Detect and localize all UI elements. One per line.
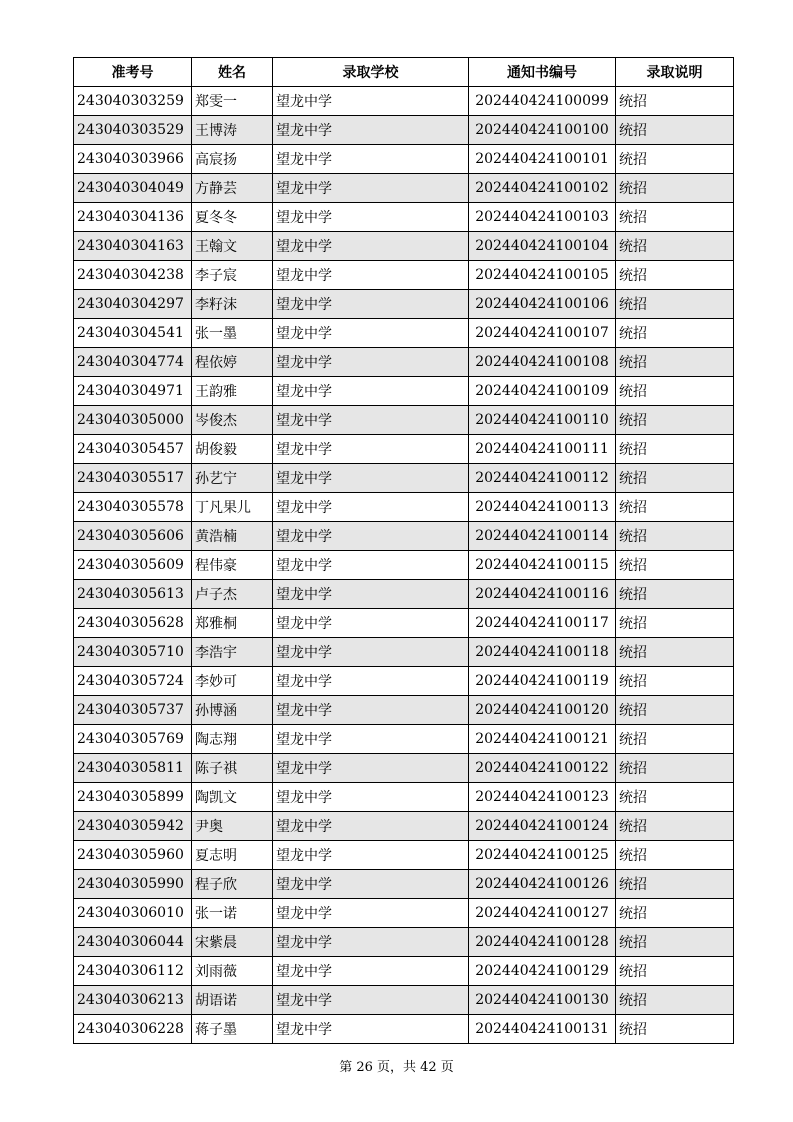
table-row xyxy=(74,87,734,116)
cell-note: 统招 xyxy=(616,725,734,754)
cell-school: 望龙中学 xyxy=(273,783,469,812)
cell-note: 统招 xyxy=(616,261,734,290)
cell-school: 望龙中学 xyxy=(273,377,469,406)
cell-name: 胡语诺 xyxy=(192,986,273,1015)
cell-name: 李妙可 xyxy=(192,667,273,696)
table-row xyxy=(74,116,734,145)
cell-name: 张一诺 xyxy=(192,899,273,928)
cell-exam-no: 243040305737 xyxy=(74,696,192,725)
cell-note: 统招 xyxy=(616,783,734,812)
cell-school: 望龙中学 xyxy=(273,725,469,754)
cell-notice-no: 202440424100108 xyxy=(469,348,616,377)
cell-notice-no: 202440424100119 xyxy=(469,667,616,696)
cell-name: 程依婷 xyxy=(192,348,273,377)
cell-exam-no: 243040305811 xyxy=(74,754,192,783)
header-exam-no: 准考号 xyxy=(74,58,192,87)
cell-name: 方静芸 xyxy=(192,174,273,203)
cell-notice-no: 202440424100109 xyxy=(469,377,616,406)
table-row xyxy=(74,783,734,812)
cell-name: 王韵雅 xyxy=(192,377,273,406)
cell-note: 统招 xyxy=(616,609,734,638)
cell-note: 统招 xyxy=(616,145,734,174)
cell-notice-no: 202440424100101 xyxy=(469,145,616,174)
cell-name: 程子欣 xyxy=(192,870,273,899)
cell-exam-no: 243040305609 xyxy=(74,551,192,580)
cell-exam-no: 243040305942 xyxy=(74,812,192,841)
cell-name: 陶志翔 xyxy=(192,725,273,754)
cell-school: 望龙中学 xyxy=(273,609,469,638)
cell-name: 王翰文 xyxy=(192,232,273,261)
cell-school: 望龙中学 xyxy=(273,435,469,464)
cell-exam-no: 243040304136 xyxy=(74,203,192,232)
cell-name: 孙博涵 xyxy=(192,696,273,725)
cell-notice-no: 202440424100117 xyxy=(469,609,616,638)
cell-notice-no: 202440424100116 xyxy=(469,580,616,609)
cell-exam-no: 243040305960 xyxy=(74,841,192,870)
cell-name: 黄浩楠 xyxy=(192,522,273,551)
cell-school: 望龙中学 xyxy=(273,493,469,522)
table-row xyxy=(74,957,734,986)
cell-school: 望龙中学 xyxy=(273,899,469,928)
table-row xyxy=(74,1015,734,1044)
cell-note: 统招 xyxy=(616,87,734,116)
cell-note: 统招 xyxy=(616,957,734,986)
cell-exam-no: 243040305000 xyxy=(74,406,192,435)
cell-school: 望龙中学 xyxy=(273,986,469,1015)
cell-notice-no: 202440424100127 xyxy=(469,899,616,928)
cell-notice-no: 202440424100121 xyxy=(469,725,616,754)
cell-notice-no: 202440424100124 xyxy=(469,812,616,841)
cell-school: 望龙中学 xyxy=(273,696,469,725)
cell-note: 统招 xyxy=(616,464,734,493)
cell-exam-no: 243040305769 xyxy=(74,725,192,754)
cell-notice-no: 202440424100100 xyxy=(469,116,616,145)
cell-notice-no: 202440424100128 xyxy=(469,928,616,957)
cell-notice-no: 202440424100129 xyxy=(469,957,616,986)
cell-school: 望龙中学 xyxy=(273,290,469,319)
cell-school: 望龙中学 xyxy=(273,638,469,667)
table-row xyxy=(74,986,734,1015)
cell-name: 李子宸 xyxy=(192,261,273,290)
cell-school: 望龙中学 xyxy=(273,116,469,145)
cell-notice-no: 202440424100115 xyxy=(469,551,616,580)
cell-note: 统招 xyxy=(616,870,734,899)
table-row xyxy=(74,203,734,232)
cell-exam-no: 243040305606 xyxy=(74,522,192,551)
cell-school: 望龙中学 xyxy=(273,1015,469,1044)
cell-exam-no: 243040304774 xyxy=(74,348,192,377)
cell-notice-no: 202440424100110 xyxy=(469,406,616,435)
cell-name: 蒋子墨 xyxy=(192,1015,273,1044)
cell-exam-no: 243040303966 xyxy=(74,145,192,174)
table-row xyxy=(74,464,734,493)
header-school: 录取学校 xyxy=(273,58,469,87)
table-row xyxy=(74,406,734,435)
cell-note: 统招 xyxy=(616,986,734,1015)
cell-note: 统招 xyxy=(616,232,734,261)
cell-name: 夏冬冬 xyxy=(192,203,273,232)
cell-note: 统招 xyxy=(616,812,734,841)
cell-school: 望龙中学 xyxy=(273,841,469,870)
cell-note: 统招 xyxy=(616,551,734,580)
table-row xyxy=(74,319,734,348)
cell-school: 望龙中学 xyxy=(273,551,469,580)
cell-exam-no: 243040305990 xyxy=(74,870,192,899)
cell-name: 陈子祺 xyxy=(192,754,273,783)
cell-exam-no: 243040305613 xyxy=(74,580,192,609)
table-row xyxy=(74,870,734,899)
cell-school: 望龙中学 xyxy=(273,812,469,841)
cell-name: 李籽沫 xyxy=(192,290,273,319)
cell-notice-no: 202440424100125 xyxy=(469,841,616,870)
table-row xyxy=(74,928,734,957)
cell-school: 望龙中学 xyxy=(273,174,469,203)
cell-name: 胡俊毅 xyxy=(192,435,273,464)
cell-school: 望龙中学 xyxy=(273,667,469,696)
cell-notice-no: 202440424100113 xyxy=(469,493,616,522)
table-row xyxy=(74,754,734,783)
cell-notice-no: 202440424100104 xyxy=(469,232,616,261)
table-row xyxy=(74,812,734,841)
cell-exam-no: 243040305517 xyxy=(74,464,192,493)
header-name: 姓名 xyxy=(192,58,273,87)
table-row xyxy=(74,551,734,580)
table-row xyxy=(74,261,734,290)
cell-exam-no: 243040306010 xyxy=(74,899,192,928)
cell-school: 望龙中学 xyxy=(273,319,469,348)
cell-note: 统招 xyxy=(616,290,734,319)
cell-exam-no: 243040305628 xyxy=(74,609,192,638)
cell-note: 统招 xyxy=(616,522,734,551)
cell-note: 统招 xyxy=(616,319,734,348)
cell-school: 望龙中学 xyxy=(273,232,469,261)
cell-exam-no: 243040306213 xyxy=(74,986,192,1015)
cell-name: 郑雅桐 xyxy=(192,609,273,638)
cell-name: 张一墨 xyxy=(192,319,273,348)
cell-name: 陶凯文 xyxy=(192,783,273,812)
cell-exam-no: 243040304297 xyxy=(74,290,192,319)
table-row xyxy=(74,522,734,551)
cell-notice-no: 202440424100122 xyxy=(469,754,616,783)
cell-notice-no: 202440424100112 xyxy=(469,464,616,493)
cell-notice-no: 202440424100111 xyxy=(469,435,616,464)
cell-school: 望龙中学 xyxy=(273,957,469,986)
cell-note: 统招 xyxy=(616,841,734,870)
table-row xyxy=(74,232,734,261)
table-row xyxy=(74,348,734,377)
table-row xyxy=(74,580,734,609)
table-row xyxy=(74,435,734,464)
cell-exam-no: 243040305899 xyxy=(74,783,192,812)
cell-notice-no: 202440424100114 xyxy=(469,522,616,551)
cell-note: 统招 xyxy=(616,638,734,667)
page-footer: 第 26 页，共 42 页 xyxy=(339,1060,454,1075)
cell-note: 统招 xyxy=(616,116,734,145)
cell-note: 统招 xyxy=(616,580,734,609)
cell-exam-no: 243040305724 xyxy=(74,667,192,696)
cell-note: 统招 xyxy=(616,928,734,957)
cell-name: 高宸扬 xyxy=(192,145,273,174)
cell-notice-no: 202440424100118 xyxy=(469,638,616,667)
cell-school: 望龙中学 xyxy=(273,754,469,783)
cell-exam-no: 243040304049 xyxy=(74,174,192,203)
table-row xyxy=(74,638,734,667)
cell-school: 望龙中学 xyxy=(273,406,469,435)
cell-name: 岑俊杰 xyxy=(192,406,273,435)
cell-note: 统招 xyxy=(616,696,734,725)
cell-exam-no: 243040305457 xyxy=(74,435,192,464)
cell-exam-no: 243040304238 xyxy=(74,261,192,290)
cell-note: 统招 xyxy=(616,174,734,203)
cell-name: 尹奥 xyxy=(192,812,273,841)
cell-name: 郑雯一 xyxy=(192,87,273,116)
cell-name: 卢子杰 xyxy=(192,580,273,609)
cell-name: 宋紫晨 xyxy=(192,928,273,957)
cell-name: 王博涛 xyxy=(192,116,273,145)
table-row xyxy=(74,174,734,203)
table-row xyxy=(74,145,734,174)
cell-exam-no: 243040306112 xyxy=(74,957,192,986)
cell-note: 统招 xyxy=(616,667,734,696)
cell-notice-no: 202440424100106 xyxy=(469,290,616,319)
cell-name: 丁凡果儿 xyxy=(192,493,273,522)
cell-notice-no: 202440424100105 xyxy=(469,261,616,290)
cell-note: 统招 xyxy=(616,203,734,232)
cell-exam-no: 243040304163 xyxy=(74,232,192,261)
cell-notice-no: 202440424100123 xyxy=(469,783,616,812)
table-header-row xyxy=(74,58,734,87)
cell-exam-no: 243040303529 xyxy=(74,116,192,145)
cell-name: 李浩宇 xyxy=(192,638,273,667)
admission-table xyxy=(73,57,734,1044)
table-row xyxy=(74,609,734,638)
cell-school: 望龙中学 xyxy=(273,261,469,290)
cell-school: 望龙中学 xyxy=(273,87,469,116)
cell-school: 望龙中学 xyxy=(273,580,469,609)
cell-note: 统招 xyxy=(616,435,734,464)
table-row xyxy=(74,696,734,725)
cell-school: 望龙中学 xyxy=(273,348,469,377)
cell-note: 统招 xyxy=(616,899,734,928)
table-row xyxy=(74,667,734,696)
cell-exam-no: 243040306228 xyxy=(74,1015,192,1044)
cell-note: 统招 xyxy=(616,377,734,406)
header-note: 录取说明 xyxy=(616,58,734,87)
table-body xyxy=(74,87,734,1044)
table-row xyxy=(74,841,734,870)
cell-exam-no: 243040304971 xyxy=(74,377,192,406)
cell-notice-no: 202440424100120 xyxy=(469,696,616,725)
cell-name: 刘雨薇 xyxy=(192,957,273,986)
cell-notice-no: 202440424100131 xyxy=(469,1015,616,1044)
cell-name: 孙艺宁 xyxy=(192,464,273,493)
cell-exam-no: 243040305710 xyxy=(74,638,192,667)
cell-note: 统招 xyxy=(616,754,734,783)
cell-exam-no: 243040303259 xyxy=(74,87,192,116)
cell-notice-no: 202440424100103 xyxy=(469,203,616,232)
cell-note: 统招 xyxy=(616,348,734,377)
cell-name: 程伟豪 xyxy=(192,551,273,580)
cell-school: 望龙中学 xyxy=(273,928,469,957)
cell-school: 望龙中学 xyxy=(273,145,469,174)
cell-note: 统招 xyxy=(616,1015,734,1044)
cell-school: 望龙中学 xyxy=(273,522,469,551)
cell-exam-no: 243040306044 xyxy=(74,928,192,957)
cell-school: 望龙中学 xyxy=(273,203,469,232)
cell-note: 统招 xyxy=(616,406,734,435)
cell-exam-no: 243040305578 xyxy=(74,493,192,522)
cell-notice-no: 202440424100107 xyxy=(469,319,616,348)
cell-school: 望龙中学 xyxy=(273,870,469,899)
table-row xyxy=(74,493,734,522)
cell-notice-no: 202440424100102 xyxy=(469,174,616,203)
table-row xyxy=(74,725,734,754)
table-row xyxy=(74,290,734,319)
header-notice-no: 通知书编号 xyxy=(469,58,616,87)
cell-school: 望龙中学 xyxy=(273,464,469,493)
cell-name: 夏志明 xyxy=(192,841,273,870)
cell-notice-no: 202440424100099 xyxy=(469,87,616,116)
table-row xyxy=(74,899,734,928)
cell-exam-no: 243040304541 xyxy=(74,319,192,348)
cell-notice-no: 202440424100126 xyxy=(469,870,616,899)
table-row xyxy=(74,377,734,406)
cell-notice-no: 202440424100130 xyxy=(469,986,616,1015)
cell-note: 统招 xyxy=(616,493,734,522)
